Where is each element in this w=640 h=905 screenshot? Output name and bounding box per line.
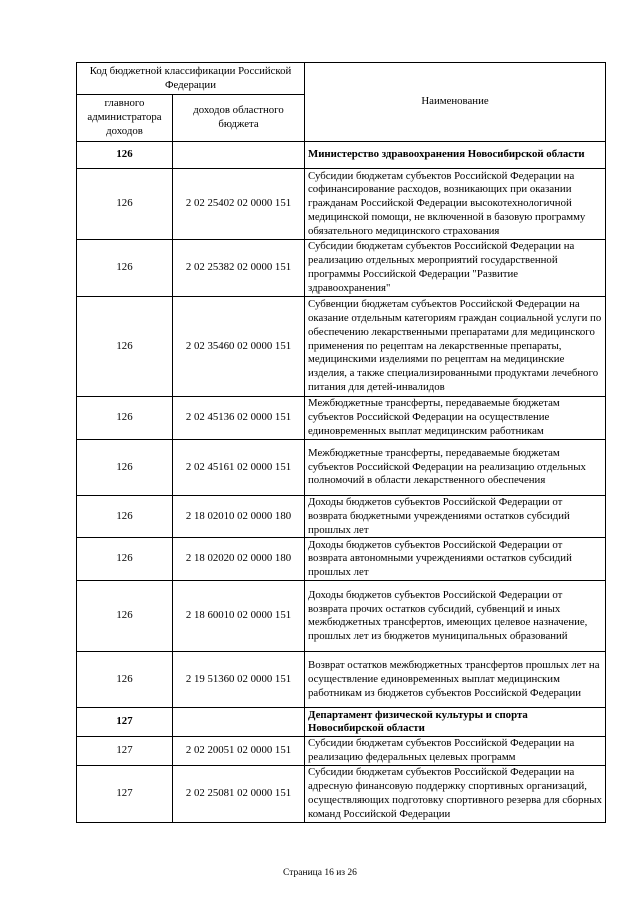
- name-cell: Межбюджетные трансферты, передаваемые бюджетам субъектов Российской Федерации на реализацию отдельных полномочий в области лекарственного обеспечения: [305, 440, 606, 496]
- table-row: [77, 240, 606, 297]
- revenue-code-cell: [173, 142, 305, 169]
- admin-code-cell: 126: [77, 652, 173, 708]
- table-header-name: Наименование: [305, 63, 606, 142]
- name-cell: Департамент физической культуры и спорта Новосибирской области: [305, 708, 606, 737]
- table-header-revenue-code: доходов областного бюджета: [173, 95, 305, 142]
- admin-code-cell: 127: [77, 737, 173, 766]
- admin-code-cell: 126: [77, 297, 173, 397]
- name-cell: Межбюджетные трансферты, передаваемые бюджетам субъектов Российской Федерации на осуществление единовременных выплат медицинским работникам: [305, 397, 606, 440]
- table-row: [77, 297, 606, 397]
- name-cell: Доходы бюджетов субъектов Российской Федерации от возврата автономными учреждениями остатков субсидий прошлых лет: [305, 538, 606, 581]
- table-row: [77, 765, 606, 822]
- admin-code-cell: 126: [77, 142, 173, 169]
- revenue-code-cell: 2 02 45136 02 0000 151: [173, 397, 305, 440]
- revenue-code-cell: 2 02 35460 02 0000 151: [173, 297, 305, 397]
- revenue-code-cell: 2 18 02010 02 0000 180: [173, 496, 305, 538]
- revenue-code-cell: 2 02 45161 02 0000 151: [173, 440, 305, 496]
- name-cell: Субсидии бюджетам субъектов Российской Федерации на реализацию федеральных целевых программ: [305, 737, 606, 766]
- revenue-code-cell: 2 18 60010 02 0000 151: [173, 581, 305, 652]
- budget-classification-table: [76, 62, 606, 823]
- admin-code-cell: 126: [77, 240, 173, 297]
- admin-code-cell: 126: [77, 169, 173, 240]
- admin-code-cell: 126: [77, 538, 173, 581]
- table-row: [77, 581, 606, 652]
- revenue-code-cell: [173, 708, 305, 737]
- table-row: [77, 538, 606, 581]
- name-cell: Доходы бюджетов субъектов Российской Федерации от возврата прочих остатков субсидий, субвенций и иных межбюджетных трансфертов, имеющих целевое назначение, прошлых лет из бюджетов муниципальных образований: [305, 581, 606, 652]
- admin-code-cell: 126: [77, 581, 173, 652]
- name-cell: Субсидии бюджетам субъектов Российской Федерации на адресную финансовую поддержку спортивных организаций, осуществляющих подготовку спортивного резерва для сборных команд Российской Федерации: [305, 765, 606, 822]
- table-row: [77, 652, 606, 708]
- admin-code-cell: 127: [77, 765, 173, 822]
- section-header-row: [77, 142, 606, 169]
- table-row: [77, 440, 606, 496]
- name-cell: Субсидии бюджетам субъектов Российской Федерации на софинансирование расходов, возникающих при оказании гражданам Российской Федерации высокотехнологичной медицинской помощи, не включенной в базовую программу обязательного медицинского страхования: [305, 169, 606, 240]
- table-row: [77, 496, 606, 538]
- name-cell: Субсидии бюджетам субъектов Российской Федерации на реализацию отдельных мероприятий государственной программы Российской Федерации "Развитие здравоохранения": [305, 240, 606, 297]
- page-number: Страница 16 из 26: [283, 868, 357, 878]
- revenue-code-cell: 2 02 25402 02 0000 151: [173, 169, 305, 240]
- revenue-code-cell: 2 02 20051 02 0000 151: [173, 737, 305, 766]
- revenue-code-cell: 2 18 02020 02 0000 180: [173, 538, 305, 581]
- name-cell: Доходы бюджетов субъектов Российской Федерации от возврата бюджетными учреждениями остатков субсидий прошлых лет: [305, 496, 606, 538]
- table-header-budget-code: Код бюджетной классификации Российской Федерации: [77, 63, 305, 95]
- admin-code-cell: 126: [77, 397, 173, 440]
- admin-code-cell: 126: [77, 496, 173, 538]
- table-header-row: [77, 63, 606, 95]
- revenue-code-cell: 2 19 51360 02 0000 151: [173, 652, 305, 708]
- section-header-row: [77, 708, 606, 737]
- table-row: [77, 169, 606, 240]
- table-header-admin-code: главного администратора доходов: [77, 95, 173, 142]
- table-row: [77, 397, 606, 440]
- revenue-code-cell: 2 02 25081 02 0000 151: [173, 765, 305, 822]
- table-row: [77, 737, 606, 766]
- name-cell: Субвенции бюджетам субъектов Российской Федерации на оказание отдельным категориям граждан социальной услуги по обеспечению лекарственными препаратами для медицинского применения по рецептам на лекарственные препараты, медицинскими изделиями по рецептам на медицинские изделия, а также специализированными продуктами лечебного питания для детей-инвалидов: [305, 297, 606, 397]
- name-cell: Возврат остатков межбюджетных трансфертов прошлых лет на осуществление единовременных выплат медицинским работникам из бюджетов субъектов Российской Федерации: [305, 652, 606, 708]
- revenue-code-cell: 2 02 25382 02 0000 151: [173, 240, 305, 297]
- admin-code-cell: 127: [77, 708, 173, 737]
- name-cell: Министерство здравоохранения Новосибирской области: [305, 142, 606, 169]
- admin-code-cell: 126: [77, 440, 173, 496]
